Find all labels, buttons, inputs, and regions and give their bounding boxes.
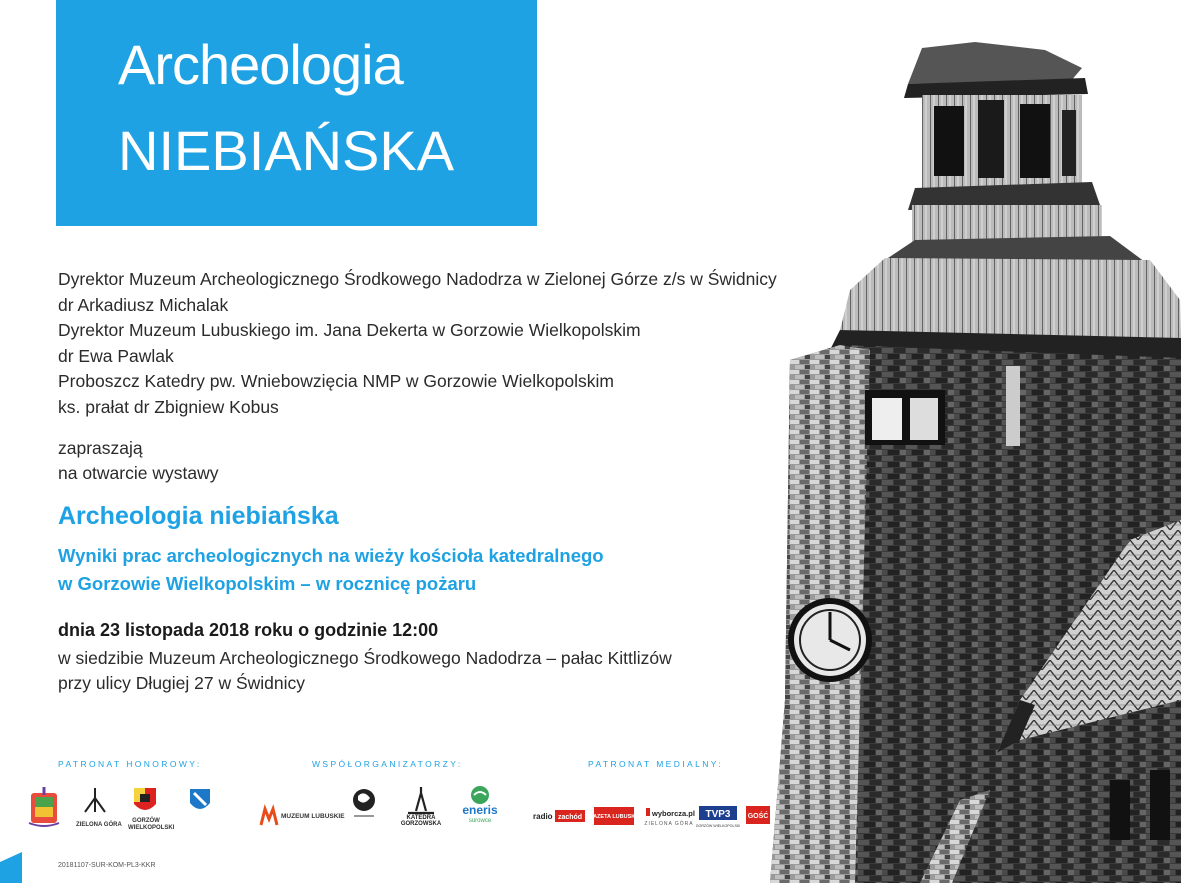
corner-accent-shape [0, 852, 22, 883]
wyborcza-text: wyborcza.pl [652, 809, 695, 818]
radio-zachod-logo [533, 808, 585, 824]
coorganizers-label: WSPÓŁORGANIZATORZY: [312, 759, 463, 769]
gorzow-caption-2: WIELKOPOLSKI [128, 825, 175, 831]
title-line-2: NIEBIAŃSKA [118, 119, 455, 182]
host-line: Proboszcz Katedry pw. Wniebowzięcia NMP w Gorzowie Wielkopolskim [58, 371, 614, 392]
gosc-logo [746, 806, 770, 824]
exhibition-subtitle [58, 542, 604, 598]
exhibition-title: Archeologia niebiańska [58, 502, 339, 530]
subtitle-line: Wyniki prac archeologicznych na wieży kościoła katedralnego [58, 545, 604, 566]
katedra-gorzowska-logo [398, 785, 444, 825]
hosts-block [58, 267, 818, 421]
media-patron-label: PATRONAT MEDIALNY: [588, 759, 724, 769]
invite-line: na otwarcie wystawy [58, 463, 219, 483]
title-line-1: Archeologia [118, 33, 403, 96]
invite-line: zapraszają [58, 438, 143, 458]
host-line: Dyrektor Muzeum Archeologicznego Środkowego Nadodrza w Zielonej Górze z/s w Świdnicy [58, 269, 777, 289]
muzeum-lubuskie-logo [259, 805, 345, 827]
zielona-gora-logo [80, 786, 110, 816]
host-line: ks. prałat dr Zbigniew Kobus [58, 396, 279, 417]
eneris-text: eneris [462, 803, 498, 817]
tvp3-logo [695, 806, 741, 830]
gazeta-lubuska-logo [588, 807, 640, 825]
gosc-text: GOŚĆ [747, 813, 769, 820]
gazeta-text: GAZETA LUBUSKA [588, 814, 640, 820]
conservator-crest-logo [188, 787, 212, 815]
muzeum-archeologiczne-logo [350, 788, 378, 822]
host-line: Dyrektor Muzeum Lubuskiego im. Jana Dekerta w Gorzowie Wielkopolskim [58, 320, 641, 341]
cathedral-tower-image [690, 0, 1181, 883]
eneris-logo [456, 785, 504, 825]
katedra-text-2: GORZOWSKA [400, 821, 442, 827]
wyborcza-sub-text: ZIELONA GÓRA [644, 821, 694, 827]
katedra-text-1: KATEDRA [406, 815, 436, 821]
gorzow-crest-logo [132, 786, 158, 816]
event-date: dnia 23 listopada 2018 roku o godzinie 12:00 [58, 620, 439, 640]
invite-block [58, 436, 218, 486]
zielona-gora-caption: ZIELONA GÓRA [76, 822, 122, 828]
radio-text: radio [533, 812, 553, 821]
honorary-patron-label: PATRONAT HONOROWY: [58, 759, 202, 769]
subtitle-line: w Gorzowie Wielkopolskim – w rocznicę pożaru [58, 573, 477, 594]
place-line: w siedzibie Muzeum Archeologicznego Środkowego Nadodrza – pałac Kittlizów [58, 648, 672, 668]
gorzow-caption-1: GORZÓW [132, 818, 160, 824]
gorzow-caption [128, 818, 175, 832]
host-line: dr Ewa Pawlak [58, 345, 174, 366]
eneris-sub-text: surowce [468, 818, 492, 824]
zachod-text: zachód [557, 814, 583, 821]
tvp-sub-text: GORZÓW WIELKOPOLSKI [695, 824, 741, 828]
tvp-text: TVP3 [705, 809, 731, 820]
place-line: przy ulicy Długiej 27 w Świdnicy [58, 672, 306, 693]
print-code: 20181107-SUR-KOM-PL3-KKR [58, 862, 156, 869]
diocese-crest-logo [27, 787, 61, 827]
event-place [58, 646, 672, 695]
muzeum-lubuskie-text: MUZEUM LUBUSKIE [281, 813, 345, 820]
host-line: dr Arkadiusz Michalak [58, 294, 229, 315]
wyborcza-logo [644, 806, 695, 828]
title-box [56, 0, 537, 226]
